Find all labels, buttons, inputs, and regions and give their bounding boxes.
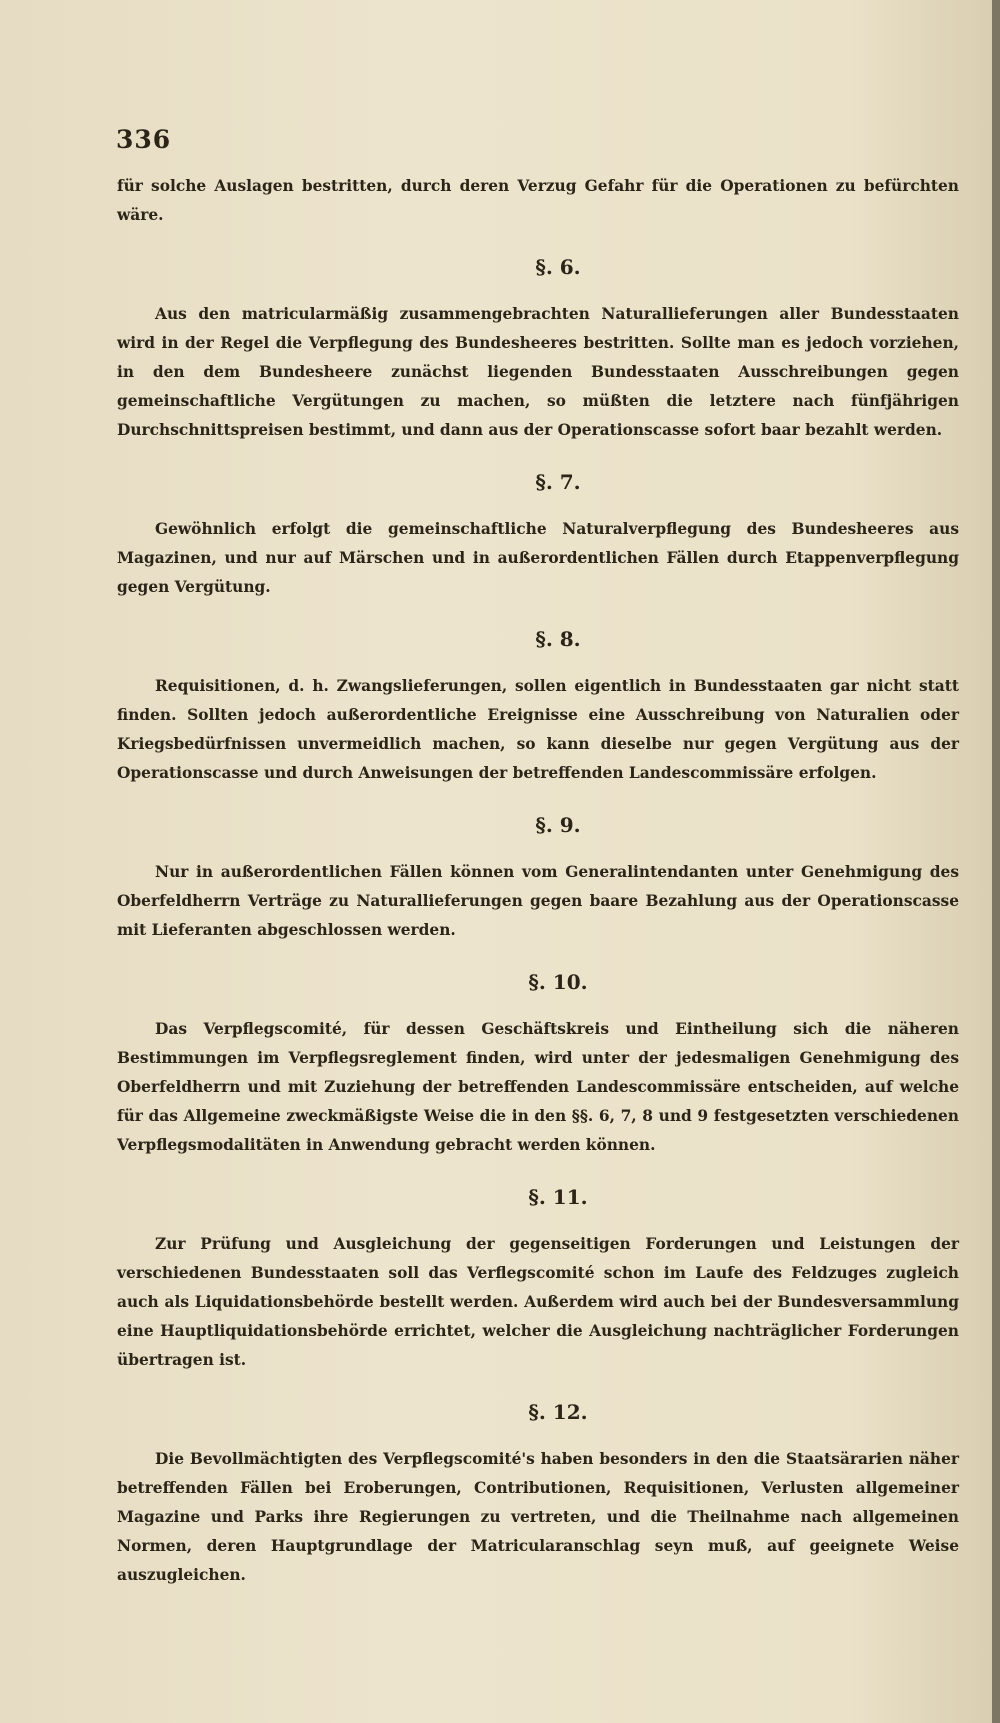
intro-paragraph: für solche Auslagen bestritten, durch deren Verzug Gefahr für die Operationen zu befürchten wäre.: [117, 177, 959, 224]
section-heading: §. 7.: [535, 470, 581, 494]
section-12: [117, 1398, 959, 1590]
section-8: [117, 625, 959, 788]
section-11: [117, 1183, 959, 1375]
section-paragraph: Die Bevollmächtigten des Verpflegscomité's haben besonders in den die Staatsärarien näher betreffenden Fällen bei Eroberungen, Contributionen, Requisitionen, Verlusten allgemeiner Magazine und Parks ihre Regierungen zu vertreten, und die Theilnahme nach allgemeinen Normen, deren Hauptgrundlage der Matricularanschlag seyn muß, auf geeignete Weise auszugleichen.: [117, 1450, 959, 1584]
section-heading: §. 12.: [528, 1400, 588, 1424]
section-heading: §. 11.: [528, 1185, 588, 1209]
section-paragraph: Nur in außerordentlichen Fällen können vom Generalintendanten unter Genehmigung des Oberfeldherrn Verträge zu Naturallieferungen gegen baare Bezahlung aus der Operationscasse mit Lieferanten abgeschlossen werden.: [117, 863, 959, 939]
section-7: [117, 468, 959, 602]
section-paragraph: Gewöhnlich erfolgt die gemeinschaftliche Naturalverpflegung des Bundesheeres aus Magazinen, und nur auf Märschen und in außerordentlichen Fällen durch Etappenverpflegung gegen Vergütung.: [117, 520, 959, 596]
section-10: [117, 968, 959, 1160]
section-heading: §. 6.: [535, 255, 581, 279]
section-paragraph: Aus den matricularmäßig zusammengebrachten Naturallieferungen aller Bundesstaaten wird in der Regel die Verpflegung des Bundesheeres bestritten. Sollte man es jedoch vorziehen, in den dem Bundesheere zunächst liegenden Bundesstaaten Ausschreibungen gegen gemeinschaftliche Vergütungen zu machen, so müßten die letztere nach fünfjährigen Durchschnittspreisen bestimmt, und dann aus der Operationscasse sofort baar bezahlt werden.: [117, 305, 959, 439]
page-edge: [992, 0, 1000, 1723]
page-body: [117, 172, 959, 1590]
section-paragraph: Requisitionen, d. h. Zwangslieferungen, sollen eigentlich in Bundesstaaten gar nicht statt finden. Sollten jedoch außerordentliche Ereignisse eine Ausschreibung von Naturalien oder Kriegsbedürfnissen unvermeidlich machen, so kann dieselbe nur gegen Vergütung aus der Operationscasse und durch Anweisungen der betreffenden Landescommissäre erfolgen.: [117, 677, 959, 782]
section-heading: §. 8.: [535, 627, 581, 651]
page-number: 336: [116, 125, 172, 154]
section-6: [117, 253, 959, 445]
section-heading: §. 10.: [528, 970, 588, 994]
section-9: [117, 811, 959, 945]
section-heading: §. 9.: [535, 813, 581, 837]
section-paragraph: Das Verpflegscomité, für dessen Geschäftskreis und Eintheilung sich die näheren Bestimmungen im Verpflegsreglement finden, wird unter der jedesmaligen Genehmigung des Oberfeldherrn und mit Zuziehung der betreffenden Landescommissäre entscheiden, auf welche für das Allgemeine zweckmäßigste Weise die in den §§. 6, 7, 8 und 9 festgesetzten verschiedenen Verpflegsmodalitäten in Anwendung gebracht werden können.: [117, 1020, 959, 1154]
section-paragraph: Zur Prüfung und Ausgleichung der gegenseitigen Forderungen und Leistungen der verschiedenen Bundesstaaten soll das Verflegscomité schon im Laufe des Feldzuges zugleich auch als Liquidationsbehörde bestellt werden. Außerdem wird auch bei der Bundesversammlung eine Hauptliquidationsbehörde errichtet, welcher die Ausgleichung nachträglicher Forderungen übertragen ist.: [117, 1235, 959, 1369]
